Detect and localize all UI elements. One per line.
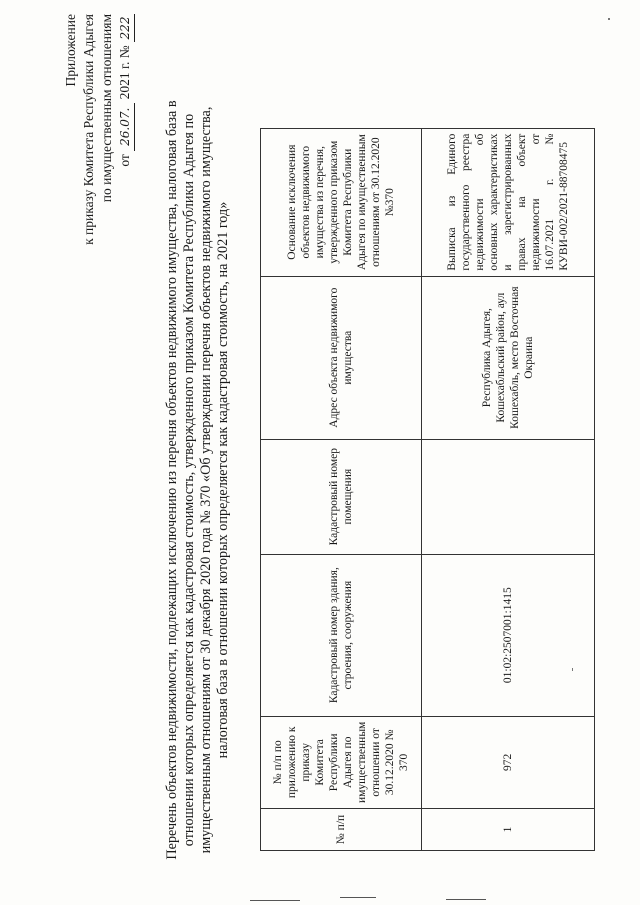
appendix-block: [62, 14, 135, 245]
table-cell: Республика Адыгея, Кошехабльский район, аул Кошехабль, место Восточная Окраина: [422, 276, 595, 439]
header-cell: Кадастровый номер здания, строения, сооружения: [261, 554, 422, 716]
handwritten-order-number: 222: [116, 14, 135, 42]
date-prefix: от: [117, 154, 132, 167]
handwritten-date: 26.07.: [116, 103, 135, 151]
header-cell: № п/п по приложению к приказу Комитета Республики Адыгея по имущественным отношении от 30.12.2020 № 370: [261, 716, 422, 808]
document-title: Перечень объектов недвижимости, подлежащих исключению из перечня объектов недвижимого имущества, налоговая база в отношении которых определяется как кадастровая стоимость, утвержденного приказом Комитета Республики Адыгея по имущественным отношениям от 30 декабря 2020 года № 370 «Об утверждении перечня объектов недвижимого имущества, налоговая база в отношении которых определяется как кадастровая стоимость, на 2021 год»: [164, 100, 231, 860]
header-cell: Кадастровый номер помещения: [261, 439, 422, 554]
table-cell: [422, 439, 595, 554]
scan-edge-line: [340, 897, 376, 898]
appendix-date-line: [116, 14, 135, 245]
table-cell: 972: [422, 716, 595, 808]
year-and-number-label: 2021 г. №: [117, 45, 132, 100]
header-cell: Адрес объекта недвижимого имущества: [261, 276, 422, 439]
appendix-committee: по имущественным отношениям: [99, 14, 114, 203]
table-cell: 1: [422, 809, 595, 851]
exclusion-table: [260, 128, 595, 851]
appendix-order-ref: к приказу Комитета Республики Адыгея: [81, 14, 96, 245]
table-row: [422, 128, 595, 850]
header-cell: Основание исключения объектов недвижимого имущества из перечня, утвержденного приказом Комитета Республики Адыгея по имущественным отношениям от 30.12.2020 №370: [261, 128, 422, 276]
table-cell: Выписка из Единого государственного реестра недвижимости об основных характеристиках и зарегистрированных правах на объект недвижимости от 16.07.2021 г. № КУВИ-002/2021-88708475: [422, 128, 595, 276]
scan-speck: [608, 18, 610, 20]
scan-speck: [572, 668, 573, 671]
table-cell: 01:02:2507001:1415: [422, 554, 595, 716]
table-header-row: [261, 128, 422, 850]
scan-edge-line: [446, 899, 486, 900]
header-cell: № п/п: [261, 809, 422, 851]
appendix-title: Приложение: [63, 14, 78, 87]
scan-edge-line: [250, 900, 300, 901]
